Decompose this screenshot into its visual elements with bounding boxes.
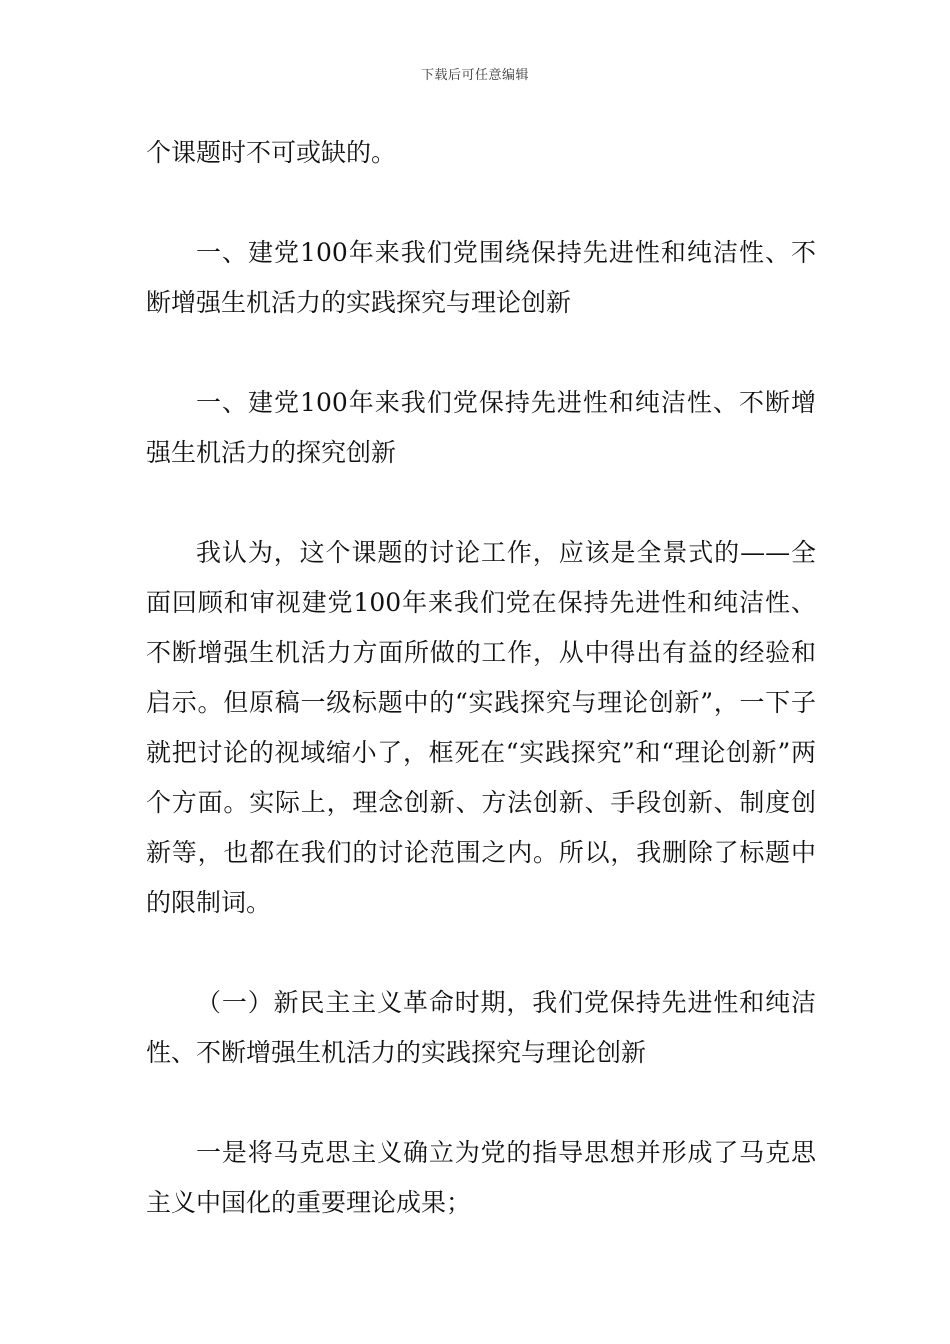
page-header-note: 下载后可任意编辑 — [420, 68, 529, 83]
paragraph-commentary: 我认为，这个课题的讨论工作，应该是全景式的——全面回顾和审视建党100年来我们党在保持先进性和纯洁性、不断增强生机活力方面所做的工作，从中得出有益的经验和启示。但原稿一级标题中的“实践探究与理论创新”，一下子就把讨论的视域缩小了，框死在“实践探究”和“理论创新”两个方面。实际上，理念创新、方法创新、手段创新、制度创新等，也都在我们的讨论范围之内。所以，我删除了标题中的限制词。 — [146, 538, 816, 917]
heading-original: 一、建党100年来我们党围绕保持先进性和纯洁性、不断增强生机活力的实践探究与理论创新 — [146, 238, 816, 317]
paragraph-point-one: 一是将马克思主义确立为党的指导思想并形成了马克思主义中国化的重要理论成果； — [146, 1138, 816, 1217]
document-body — [146, 128, 816, 1228]
subheading-period-one: （一）新民主主义革命时期，我们党保持先进性和纯洁性、不断增强生机活力的实践探究与理论创新 — [146, 988, 816, 1067]
heading-revised: 一、建党100年来我们党保持先进性和纯洁性、不断增强生机活力的探究创新 — [146, 388, 816, 467]
paragraph-continuation: 个课题时不可或缺的。 — [146, 138, 397, 167]
